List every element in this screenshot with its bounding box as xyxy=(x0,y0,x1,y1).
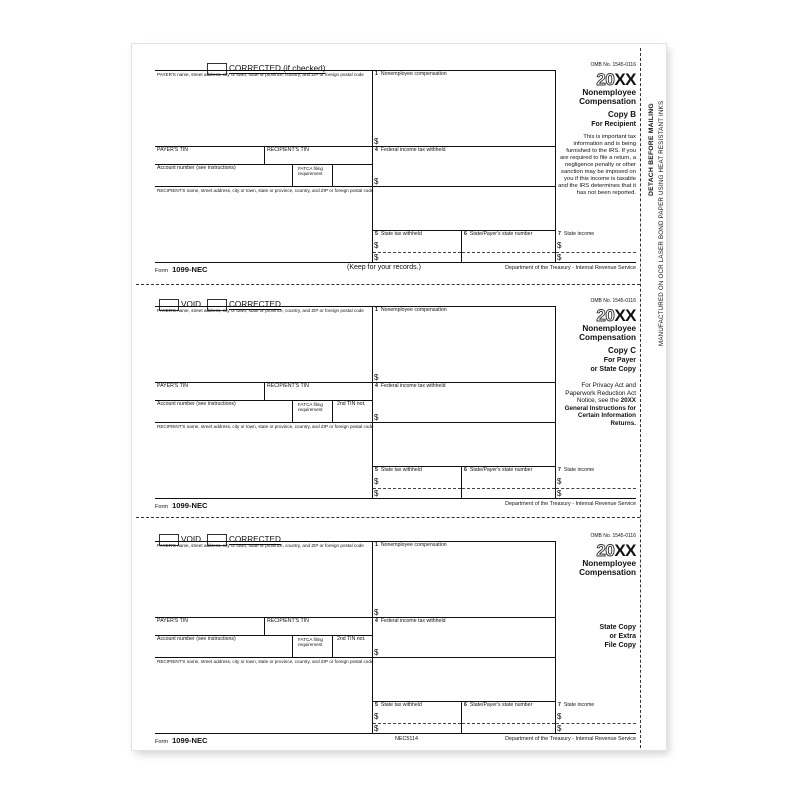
payer-name-label: PAYER'S name, street address, city or town, state or province, country, and ZIP or foreign postal code xyxy=(157,308,364,313)
box6-state-number[interactable] xyxy=(462,702,556,734)
box6-number: 6 xyxy=(464,467,467,473)
recipient-tin-label: RECIPIENT'S TIN xyxy=(267,147,309,153)
box6-state-number[interactable] xyxy=(462,231,556,263)
dashed-divider xyxy=(462,252,555,253)
copy-label: Copy C xyxy=(608,346,636,355)
payer-tin-box[interactable] xyxy=(155,383,265,401)
form-number xyxy=(155,736,208,745)
dollar-sign: $ xyxy=(374,477,379,486)
box5-label: State tax withheld xyxy=(380,231,422,237)
year-suffix: XX xyxy=(614,70,636,89)
dollar-sign: $ xyxy=(374,608,379,617)
dollar-sign: $ xyxy=(374,712,379,721)
copy-note: This is important tax information and is being furnished to the IRS. If you are required to file a return, a negligence penalty or other sanction may be imposed on you if this income is taxable and the IRS determines that it has not been reported. xyxy=(558,134,636,196)
recipient-tin-box[interactable] xyxy=(265,147,373,165)
recipient-name-label: RECIPIENT'S name, street address, city or town, state or province, country, and ZIP or foreign postal code xyxy=(157,424,374,429)
dollar-sign: $ xyxy=(374,177,379,186)
box6-state-number[interactable] xyxy=(462,467,556,499)
side-margin-text xyxy=(644,56,674,346)
payer-tin-box[interactable] xyxy=(155,618,265,636)
box5-state-tax-withheld[interactable] xyxy=(373,467,462,499)
dollar-sign: $ xyxy=(557,253,562,262)
dollar-sign: $ xyxy=(374,413,379,422)
box7-label: State income xyxy=(563,702,595,708)
title-line2: Compensation xyxy=(579,568,636,577)
form-footer xyxy=(155,736,636,746)
payer-name-label: PAYER'S name, street address, city or town, state or province, country, and ZIP or foreign postal code xyxy=(157,543,364,548)
dollar-sign: $ xyxy=(374,724,379,733)
year-prefix: 20 xyxy=(596,306,615,325)
form-grid xyxy=(155,541,595,733)
second-tin-label: 2nd TIN not. xyxy=(337,401,366,407)
form-copy-c xyxy=(155,296,635,526)
account-number-box[interactable] xyxy=(155,636,293,658)
state-copy-line2: or Extra xyxy=(609,633,636,640)
recipient-name-box[interactable] xyxy=(155,187,373,263)
dollar-sign: $ xyxy=(374,489,379,498)
box1-nonemployee-compensation[interactable] xyxy=(373,71,556,147)
dollar-sign: $ xyxy=(557,241,562,250)
empty-box xyxy=(333,165,373,187)
second-tin-box[interactable] xyxy=(333,401,373,423)
box1-number: 1 xyxy=(375,71,378,77)
box5-number: 5 xyxy=(375,467,378,473)
form-word: Form xyxy=(155,504,169,510)
account-number-label: Account number (see instructions) xyxy=(157,636,236,642)
box5-number: 5 xyxy=(375,702,378,708)
box1-number: 1 xyxy=(375,542,378,548)
corrected-label: CORRECTED xyxy=(229,300,281,309)
box6-number: 6 xyxy=(464,231,467,237)
fatca-label: FATCA filing requirement xyxy=(298,402,323,412)
payer-name-box[interactable] xyxy=(155,71,373,147)
box4-federal-tax-withheld[interactable] xyxy=(373,147,556,187)
box1-label: Nonemployee compensation xyxy=(380,542,447,548)
dollar-sign: $ xyxy=(557,477,562,486)
box6-label: State/Payer's state number xyxy=(469,702,533,708)
dollar-sign: $ xyxy=(557,489,562,498)
copy-for-label-2: or State Copy xyxy=(590,366,636,373)
recipient-tin-label: RECIPIENT'S TIN xyxy=(267,383,309,389)
form-footer xyxy=(155,265,636,275)
payer-name-label: PAYER'S name, street address, city or town, state or province, country, and ZIP or foreign postal code xyxy=(157,72,364,77)
manufactured-text: MANUFACTURED ON OCR LASER BOND PAPER USING HEAT RESISTANT INKS xyxy=(658,100,665,346)
year-prefix: 20 xyxy=(596,541,615,560)
title-line2: Compensation xyxy=(579,97,636,106)
dollar-sign: $ xyxy=(374,648,379,657)
dashed-divider xyxy=(462,723,555,724)
copy-for-label: For Payer xyxy=(603,357,636,364)
form-name: 1099-NEC xyxy=(172,265,208,274)
corrected-label: CORRECTED (if checked) xyxy=(229,64,326,73)
void-label: VOID xyxy=(181,300,202,309)
keep-records-note: (Keep for your records.) xyxy=(347,264,421,271)
form-footer xyxy=(155,501,636,511)
box7-label: State income xyxy=(563,467,595,473)
box6-number: 6 xyxy=(464,702,467,708)
dollar-sign: $ xyxy=(374,253,379,262)
box4-label: Federal income tax withheld xyxy=(380,147,446,153)
box5-label: State tax withheld xyxy=(380,467,422,473)
title-line1: Nonemployee xyxy=(582,88,636,97)
copy-label: Copy B xyxy=(608,110,636,119)
box6-label: State/Payer's state number xyxy=(469,231,533,237)
form-name: 1099-NEC xyxy=(172,501,208,510)
omb-number: OMB No. 1545-0116 xyxy=(590,298,636,304)
box5-state-tax-withheld[interactable] xyxy=(373,702,462,734)
box1-label: Nonemployee compensation xyxy=(380,71,447,77)
box5-state-tax-withheld[interactable] xyxy=(373,231,462,263)
form-title xyxy=(579,88,636,106)
box5-label: State tax withheld xyxy=(380,702,422,708)
payer-name-box[interactable] xyxy=(155,307,373,383)
year-prefix: 20 xyxy=(596,70,615,89)
box7-label: State income xyxy=(563,231,595,237)
dollar-sign: $ xyxy=(374,373,379,382)
dashed-divider xyxy=(373,723,461,724)
account-number-label: Account number (see instructions) xyxy=(157,165,236,171)
dollar-sign: $ xyxy=(557,712,562,721)
dollar-sign: $ xyxy=(374,241,379,250)
omb-number: OMB No. 1545-0116 xyxy=(590,533,636,539)
form-copy-b xyxy=(155,60,635,290)
copy-note xyxy=(558,382,636,428)
empty-box xyxy=(373,423,556,467)
recipient-tin-box[interactable] xyxy=(265,618,373,636)
year-suffix: XX xyxy=(614,541,636,560)
fatca-box[interactable] xyxy=(293,165,333,187)
payer-tin-label: PAYER'S TIN xyxy=(157,147,188,153)
fatca-box[interactable] xyxy=(293,636,333,658)
recipient-name-box[interactable] xyxy=(155,658,373,734)
dashed-divider xyxy=(373,488,461,489)
payer-tin-box[interactable] xyxy=(155,147,265,165)
form-word: Form xyxy=(155,739,169,745)
dollar-sign: $ xyxy=(557,724,562,733)
box7-number: 7 xyxy=(558,231,561,237)
box4-number: 4 xyxy=(375,383,378,389)
box7-number: 7 xyxy=(558,467,561,473)
dashed-divider xyxy=(462,488,555,489)
privacy-note: For Privacy Act and Paperwork Reduction Act Notice, see the xyxy=(565,382,636,405)
recipient-name-label: RECIPIENT'S name, street address, city or town, state or province, country, and ZIP or foreign postal code xyxy=(157,659,374,664)
vertical-perforation xyxy=(640,48,641,748)
box4-number: 4 xyxy=(375,618,378,624)
account-number-box[interactable] xyxy=(155,401,293,423)
form-grid xyxy=(155,70,595,262)
empty-box xyxy=(373,658,556,702)
recipient-name-label: RECIPIENT'S name, street address, city or town, state or province, country, and ZIP or foreign postal code xyxy=(157,188,374,193)
fatca-label: FATCA filing requirement xyxy=(298,637,323,647)
form-grid xyxy=(155,306,595,498)
box7-number: 7 xyxy=(558,702,561,708)
box4-number: 4 xyxy=(375,147,378,153)
omb-number: OMB No. 1545-0116 xyxy=(590,62,636,68)
year-suffix: XX xyxy=(614,306,636,325)
account-number-label: Account number (see instructions) xyxy=(157,401,236,407)
box1-label: Nonemployee compensation xyxy=(380,307,447,313)
state-copy-line3: File Copy xyxy=(604,642,636,649)
void-label: VOID xyxy=(181,535,202,544)
dashed-divider xyxy=(373,252,461,253)
empty-box xyxy=(373,187,556,231)
title-line2: Compensation xyxy=(579,333,636,342)
second-tin-label: 2nd TIN not. xyxy=(337,636,366,642)
payer-tin-label: PAYER'S TIN xyxy=(157,618,188,624)
fatca-box[interactable] xyxy=(293,401,333,423)
form-number xyxy=(155,265,208,274)
box1-number: 1 xyxy=(375,307,378,313)
product-code: NEC5114 xyxy=(395,736,418,742)
tax-year xyxy=(596,70,636,90)
recipient-name-box[interactable] xyxy=(155,423,373,499)
form-name: 1099-NEC xyxy=(172,736,208,745)
dollar-sign: $ xyxy=(374,137,379,146)
copy-for-label: For Recipient xyxy=(591,121,636,128)
department-label: Department of the Treasury - Internal Revenue Service xyxy=(505,265,636,271)
copy-info-panel xyxy=(558,60,636,265)
box4-label: Federal income tax withheld xyxy=(380,618,446,624)
box4-federal-tax-withheld[interactable] xyxy=(373,383,556,423)
form-state-copy xyxy=(155,531,635,761)
account-number-box[interactable] xyxy=(155,165,293,187)
form-word: Form xyxy=(155,268,169,274)
state-copy-line1: State Copy xyxy=(599,624,636,631)
title-line1: Nonemployee xyxy=(582,324,636,333)
recipient-tin-box[interactable] xyxy=(265,383,373,401)
instructions-note: 20XX General Instructions for Certain Information Returns. xyxy=(564,397,636,427)
tax-year xyxy=(596,541,636,561)
box1-nonemployee-compensation[interactable] xyxy=(373,542,556,618)
second-tin-box[interactable] xyxy=(333,636,373,658)
fatca-label: FATCA filing requirement xyxy=(298,166,323,176)
box4-label: Federal income tax withheld xyxy=(380,383,446,389)
title-line1: Nonemployee xyxy=(582,559,636,568)
copy-info-panel xyxy=(558,531,636,736)
copy-info-panel xyxy=(558,296,636,501)
detach-text: DETACH BEFORE MAILING xyxy=(648,103,655,196)
box6-label: State/Payer's state number xyxy=(469,467,533,473)
form-title xyxy=(579,324,636,342)
form-number xyxy=(155,501,208,510)
box1-nonemployee-compensation[interactable] xyxy=(373,307,556,383)
corrected-label: CORRECTED xyxy=(229,535,281,544)
payer-tin-label: PAYER'S TIN xyxy=(157,383,188,389)
tax-year xyxy=(596,306,636,326)
payer-name-box[interactable] xyxy=(155,542,373,618)
department-label: Department of the Treasury - Internal Revenue Service xyxy=(505,501,636,507)
box4-federal-tax-withheld[interactable] xyxy=(373,618,556,658)
form-title xyxy=(579,559,636,577)
box5-number: 5 xyxy=(375,231,378,237)
department-label: Department of the Treasury - Internal Revenue Service xyxy=(505,736,636,742)
recipient-tin-label: RECIPIENT'S TIN xyxy=(267,618,309,624)
